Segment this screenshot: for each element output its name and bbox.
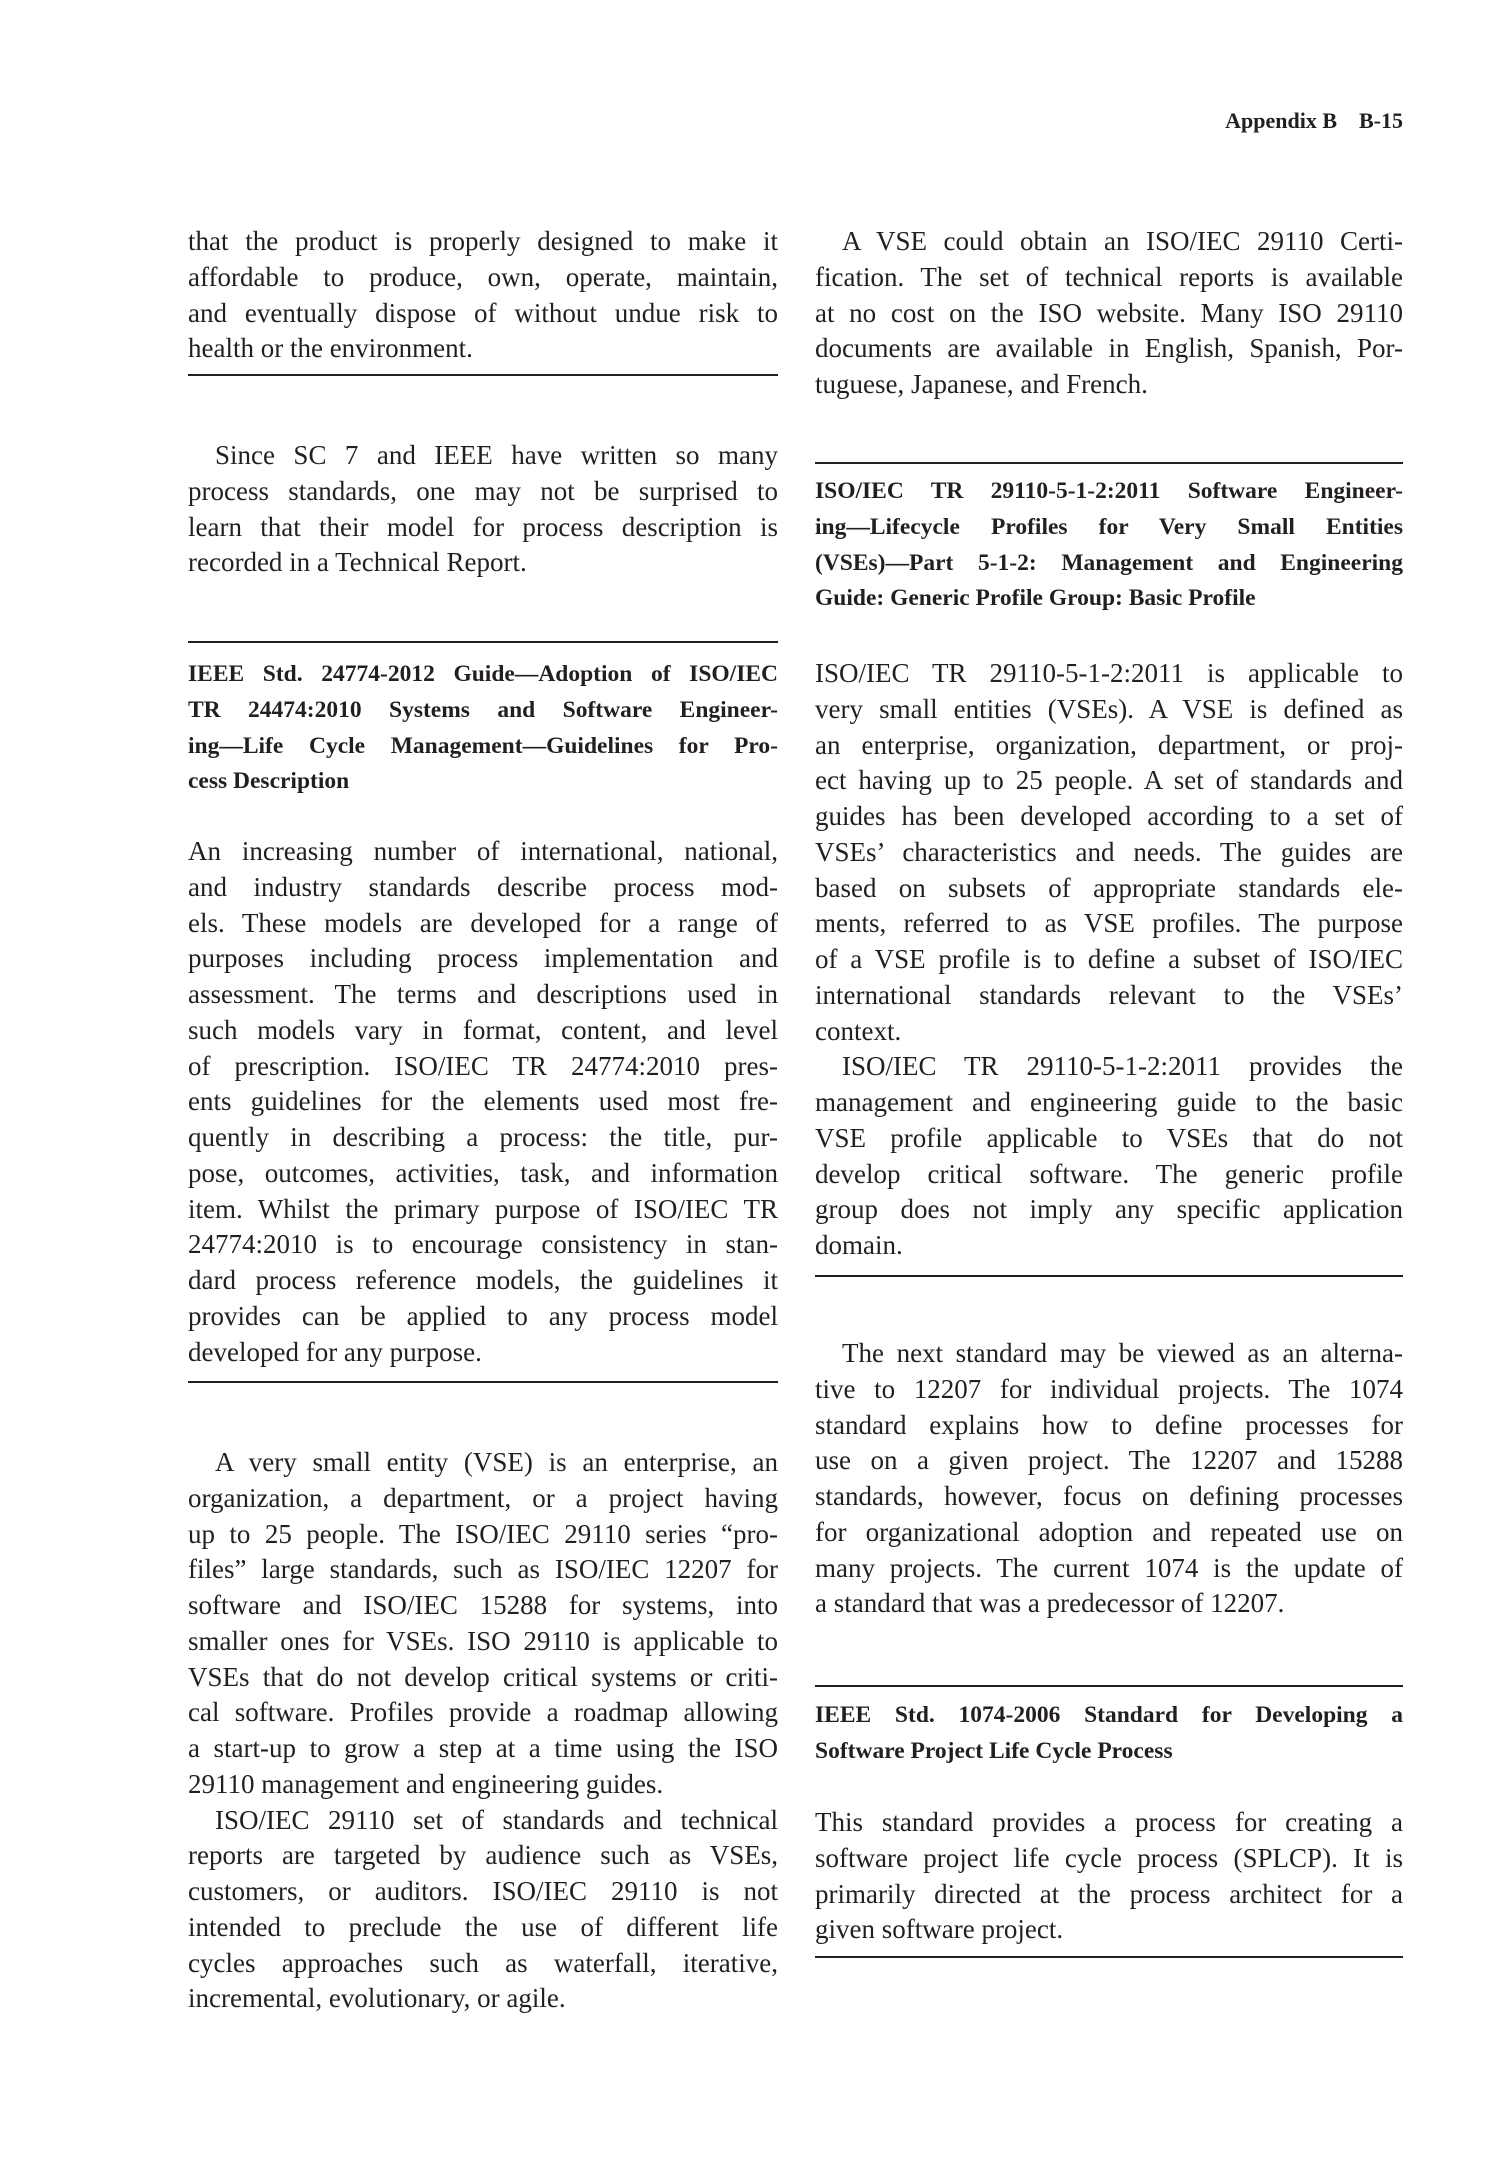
text-line: context. — [815, 1015, 902, 1046]
text-line: A VSE could obtain an ISO/IEC 29110 Certi- — [842, 226, 1403, 256]
heading-line: Guide: Generic Profile Group: Basic Profile — [815, 585, 1256, 612]
heading-line: ing—Life Cycle Management—Guidelines for Pro- — [188, 732, 778, 759]
text-line: fication. The set of technical reports is available — [815, 261, 1403, 292]
text-block — [815, 656, 1403, 1264]
text-line: at no cost on the ISO website. Many ISO 29110 — [815, 297, 1403, 328]
text-line: Since SC 7 and IEEE have written so many — [215, 440, 778, 470]
text-line: ents guidelines for the elements used most fre- — [188, 1086, 778, 1117]
text-line: A very small entity (VSE) is an enterprise, an — [215, 1447, 778, 1477]
text-line: incremental, evolutionary, or agile. — [188, 1983, 566, 2014]
text-line: item. Whilst the primary purpose of ISO/IEC TR — [188, 1193, 778, 1224]
text-block — [188, 438, 778, 581]
text-line: ISO/IEC 29110 set of standards and technical — [215, 1804, 778, 1835]
text-line: intended to preclude the use of different life — [188, 1911, 778, 1942]
text-line: and industry standards describe process mod- — [188, 871, 778, 902]
text-block — [815, 1805, 1403, 1948]
text-line: a start-up to grow a step at a time using the ISO — [188, 1733, 778, 1763]
text-line: and eventually dispose of without undue risk to — [188, 297, 778, 328]
text-line: use on a given project. The 12207 and 15288 — [815, 1445, 1403, 1476]
text-line: standards, however, focus on defining processes — [815, 1481, 1403, 1511]
text-line: 24774:2010 is to encourage consistency in stan- — [188, 1229, 778, 1260]
divider — [815, 1956, 1403, 1958]
text-line: management and engineering guide to the basic — [815, 1087, 1403, 1117]
text-line: quently in describing a process: the title, pur- — [188, 1122, 778, 1152]
text-line: up to 25 people. The ISO/IEC 29110 series “pro- — [188, 1518, 778, 1549]
text-line: An increasing number of international, national, — [188, 836, 778, 866]
divider — [188, 1381, 778, 1383]
running-header — [1150, 108, 1403, 134]
text-line: VSEs’ characteristics and needs. The guides are — [815, 836, 1403, 867]
text-line: international standards relevant to the VSEs’ — [815, 979, 1403, 1010]
text-line: affordable to produce, own, operate, maintain, — [188, 261, 778, 292]
text-line: tive to 12207 for individual projects. The 1074 — [815, 1373, 1403, 1404]
text-line: ect having up to 25 people. A set of standards and — [815, 765, 1403, 796]
text-line: given software project. — [815, 1914, 1064, 1945]
text-line: for organizational adoption and repeated use on — [815, 1516, 1403, 1547]
heading-line: IEEE Std. 1074-2006 Standard for Developing a — [815, 1702, 1403, 1728]
text-line: standard explains how to define processes for — [815, 1409, 1403, 1440]
text-line: files” large standards, such as ISO/IEC 12207 for — [188, 1554, 778, 1585]
text-line: of prescription. ISO/IEC TR 24774:2010 pres- — [188, 1050, 778, 1081]
divider — [815, 462, 1403, 464]
text-line: develop critical software. The generic profile — [815, 1158, 1403, 1189]
standard-heading — [188, 657, 778, 800]
text-line: developed for any purpose. — [188, 1336, 482, 1367]
heading-line: (VSEs)—Part 5-1-2: Management and Engineering — [815, 549, 1403, 576]
text-line: ISO/IEC TR 29110-5-1-2:2011 provides the — [842, 1051, 1403, 1082]
standard-heading — [815, 1698, 1403, 1770]
text-block — [188, 834, 778, 1370]
text-line: based on subsets of appropriate standards ele- — [815, 872, 1403, 903]
text-line: els. These models are developed for a range of — [188, 907, 778, 938]
text-line: ISO/IEC TR 29110-5-1-2:2011 is applicable to — [815, 658, 1403, 688]
divider — [188, 374, 778, 376]
text-line: an enterprise, organization, department, or proj- — [815, 729, 1403, 760]
text-line: of a VSE profile is to define a subset of ISO/IEC — [815, 944, 1403, 974]
text-line: organization, a department, or a project having — [188, 1482, 778, 1513]
text-line: provides can be applied to any process model — [188, 1300, 778, 1331]
page-number: B-15 — [1359, 108, 1403, 133]
text-line: purposes including process implementation and — [188, 943, 778, 974]
text-block — [815, 224, 1403, 403]
text-block — [815, 1336, 1403, 1622]
text-line: health or the environment. — [188, 333, 473, 364]
text-line: This standard provides a process for creating a — [815, 1807, 1403, 1837]
text-line: VSEs that do not develop critical systems or criti- — [188, 1661, 778, 1692]
text-line: such models vary in format, content, and level — [188, 1014, 778, 1045]
text-line: 29110 management and engineering guides. — [188, 1768, 664, 1799]
heading-line: Software Project Life Cycle Process — [815, 1737, 1173, 1764]
text-line: that the product is properly designed to make it — [188, 226, 778, 256]
heading-line: ing—Lifecycle Profiles for Very Small Entities — [815, 513, 1403, 540]
divider — [188, 641, 778, 643]
text-line: dard process reference models, the guidelines it — [188, 1265, 778, 1295]
standard-heading — [815, 474, 1403, 617]
text-line: cal software. Profiles provide a roadmap allowing — [188, 1697, 778, 1728]
heading-line: TR 24474:2010 Systems and Software Engineer- — [188, 696, 778, 723]
heading-line: cess Description — [188, 768, 350, 795]
divider — [815, 1685, 1403, 1687]
text-line: group does not imply any specific application — [815, 1194, 1403, 1225]
text-block — [188, 224, 778, 367]
text-block — [188, 1445, 778, 2017]
text-line: learn that their model for process description is — [188, 511, 778, 542]
text-line: process standards, one may not be surprised to — [188, 475, 778, 506]
text-line: domain. — [815, 1230, 903, 1260]
text-line: many projects. The current 1074 is the update of — [815, 1552, 1403, 1583]
text-line: cycles approaches such as waterfall, iterative, — [188, 1947, 778, 1978]
section-label: Appendix B — [1225, 108, 1337, 133]
text-line: VSE profile applicable to VSEs that do not — [815, 1122, 1403, 1153]
text-line: The next standard may be viewed as an alterna- — [842, 1338, 1403, 1368]
text-line: very small entities (VSEs). A VSE is defined as — [815, 693, 1403, 724]
text-line: documents are available in English, Spanish, Por- — [815, 333, 1403, 364]
text-line: customers, or auditors. ISO/IEC 29110 is not — [188, 1876, 778, 1906]
text-line: pose, outcomes, activities, task, and information — [188, 1157, 778, 1188]
divider — [815, 1275, 1403, 1277]
heading-line: IEEE Std. 24774-2012 Guide—Adoption of ISO/IEC — [188, 661, 778, 687]
text-line: guides has been developed according to a set of — [815, 801, 1403, 831]
heading-line: ISO/IEC TR 29110-5-1-2:2011 Software Engineer- — [815, 478, 1403, 504]
text-line: smaller ones for VSEs. ISO 29110 is applicable to — [188, 1625, 778, 1656]
text-line: assessment. The terms and descriptions used in — [188, 979, 778, 1009]
text-line: software project life cycle process (SPLCP). It is — [815, 1842, 1403, 1873]
text-line: primarily directed at the process architect for a — [815, 1878, 1403, 1909]
text-line: software and ISO/IEC 15288 for systems, into — [188, 1590, 778, 1620]
text-line: recorded in a Technical Report. — [188, 547, 527, 578]
text-line: tuguese, Japanese, and French. — [815, 369, 1148, 399]
text-line: ments, referred to as VSE profiles. The purpose — [815, 908, 1403, 939]
text-line: a standard that was a predecessor of 12207. — [815, 1588, 1285, 1619]
text-line: reports are targeted by audience such as VSEs, — [188, 1840, 778, 1871]
